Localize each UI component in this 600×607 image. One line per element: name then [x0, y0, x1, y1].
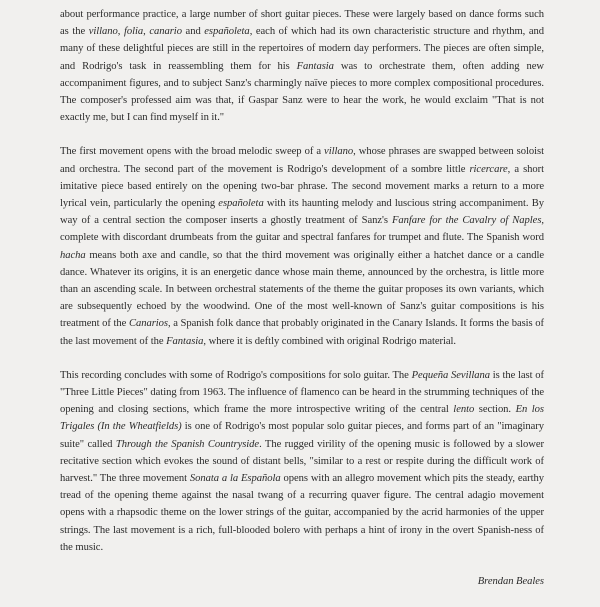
liner-notes-page — [60, 6, 544, 607]
paragraph-solo-guitar: This recording concludes with some of Rodrigo's compositions for solo guitar. The Pequeña Sevillana is the last of "Three Little Pieces" dating from 1963. The influence of flamenco can be heard in the strumming techniques of the opening and closing sections, which frame the more introspective writing of the central lento section. En los Trigales (In the Wheatfields) is one of Rodrigo's most popular solo guitar pieces, and forms part of an "imaginary suite" called Through the Spanish Countryside. The rugged virility of the opening music is followed by a slower recitative section which evokes the sound of distant bells, "similar to a rest or respite during the difficult work of harvest." The three movement Sonata a la Española opens with an allegro movement which pits the steady, earthy tread of the opening theme against the nasal twang of a recurring quaver figure. The central adagio movement opens with a rhapsodic theme on the lower strings of the guitar, accompanied by the acrid harmonies of the upper strings. The last movement is a rich, full-blooded bolero with perhaps a hint of irony in the overt Spanish-ness of the music. — [60, 369, 544, 553]
author-signature: Brendan Beales — [477, 576, 544, 588]
paragraph-movements: The first movement opens with the broad melodic sweep of a villano, whose phrases are swapped between soloist and orchestra. The second part of the movement is Rodrigo's development of a sombre little ricercare, a short imitative piece based entirely on the opening two-bar phrase. The second movement marks a return to a more lyrical vein, particularly the opening españoleta with its haunting melody and luscious string accompaniment. By way of a central section the composer inserts a ghostly treatment of Sanz's Fanfare for the Cavalry of Naples, complete with discordant drumbeats from the guitar and spectral fanfares for trumpet and flute. The Spanish word hacha means both axe and candle, so that the third movement was originally either a hatchet dance or a candle dance. Whatever its origins, it is an energetic dance whose main theme, announced by the orchestra, is little more than an ascending scale. In between orchestral statements of the theme the guitar proposes its own variants, which are subsequently echoed by the woodwind. One of the most well-known of Sanz's guitar compositions is his treatment of the Canarios, a Spanish folk dance that probably originated in the Canary Islands. It forms the basis of the last movement of the Fantasia, where it is deftly combined with original Rodrigo material. — [60, 146, 545, 347]
paragraph-fantasia-origins: about performance practice, a large number of short guitar pieces. These were largely based on dance forms such as the villano, folia, canario and españoleta, each of which had its own characteristic structure and rhythm, and many of these delightful pieces are still in the repertoires of modern day performers. The pieces are often simple, and Rodrigo's task in reassembling them for his Fantasia was to orchestrate them, often adding new accompaniment figures, and to subject Sanz's charmingly naïve pieces to more complex compositional procedures. The composer's professed aim was that, if Gaspar Sanz were to hear the work, he would exclaim "That is not exactly me, but I can find myself in it." — [60, 9, 544, 124]
